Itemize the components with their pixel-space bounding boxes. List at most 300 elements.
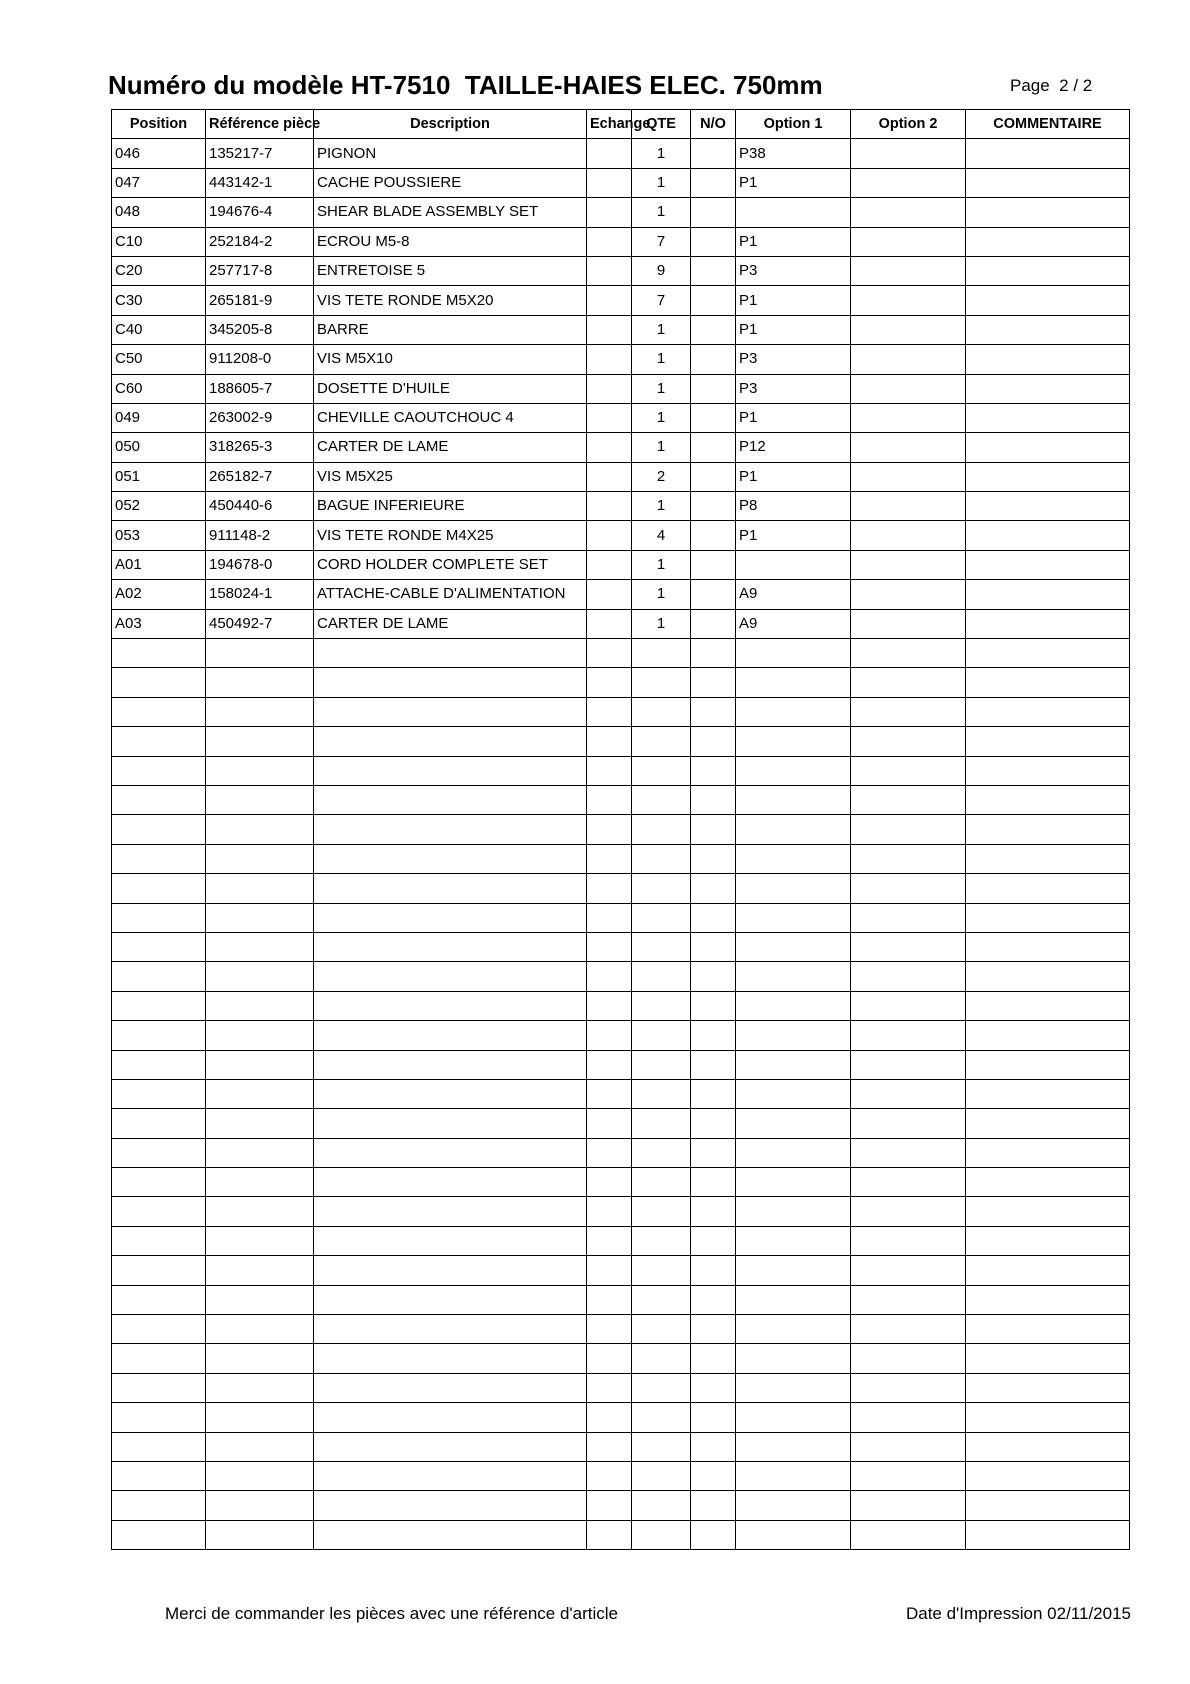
cell-option1: P38 [736,139,851,168]
cell-no [691,1050,736,1079]
cell-position [112,1197,206,1226]
cell-option1: P1 [736,315,851,344]
cell-reference [206,1315,314,1344]
cell-commentaire [966,1315,1130,1344]
cell-position: A01 [112,550,206,579]
cell-position [112,1491,206,1520]
cell-reference [206,874,314,903]
cell-option2 [851,962,966,991]
cell-description [314,1285,587,1314]
cell-option1 [736,1138,851,1167]
cell-position [112,1109,206,1138]
cell-position [112,1403,206,1432]
column-header-description: Description [314,110,587,139]
cell-no [691,727,736,756]
cell-description: VIS M5X10 [314,345,587,374]
cell-option2 [851,462,966,491]
column-header-position: Position [112,110,206,139]
cell-option2 [851,433,966,462]
cell-commentaire [966,1197,1130,1226]
cell-no [691,1138,736,1167]
cell-echange [587,403,632,432]
cell-description [314,697,587,726]
cell-description [314,1403,587,1432]
column-header-no: N/O [691,110,736,139]
empty-table-row [112,1109,1130,1138]
cell-no [691,1315,736,1344]
cell-position [112,697,206,726]
column-header-commentaire: COMMENTAIRE [966,110,1130,139]
cell-reference [206,756,314,785]
cell-reference [206,1491,314,1520]
cell-qte [632,1109,691,1138]
empty-table-row [112,932,1130,961]
cell-option1 [736,1373,851,1402]
empty-table-row [112,903,1130,932]
empty-table-row [112,1461,1130,1490]
cell-reference: 263002-9 [206,403,314,432]
cell-commentaire [966,433,1130,462]
cell-reference [206,1432,314,1461]
cell-qte [632,1403,691,1432]
cell-echange [587,286,632,315]
cell-position: A03 [112,609,206,638]
cell-no [691,1226,736,1255]
cell-description: SHEAR BLADE ASSEMBLY SET [314,198,587,227]
cell-option2 [851,1226,966,1255]
cell-commentaire [966,550,1130,579]
cell-description: ECROU M5-8 [314,227,587,256]
cell-position: 051 [112,462,206,491]
table-row [112,227,1130,256]
cell-qte [632,1021,691,1050]
table-row [112,580,1130,609]
cell-qte: 1 [632,492,691,521]
cell-position [112,1344,206,1373]
cell-option1 [736,1461,851,1490]
cell-echange [587,1050,632,1079]
cell-description [314,1197,587,1226]
cell-position [112,1138,206,1167]
cell-echange [587,1432,632,1461]
cell-qte: 1 [632,580,691,609]
cell-commentaire [966,727,1130,756]
cell-no [691,227,736,256]
cell-reference [206,1461,314,1490]
cell-option2 [851,932,966,961]
cell-reference: 188605-7 [206,374,314,403]
cell-reference [206,991,314,1020]
table-row [112,433,1130,462]
table-row [112,286,1130,315]
cell-option2 [851,492,966,521]
cell-qte [632,1432,691,1461]
cell-description: CACHE POUSSIERE [314,168,587,197]
empty-table-row [112,815,1130,844]
empty-table-row [112,1256,1130,1285]
cell-description [314,1315,587,1344]
cell-option1 [736,874,851,903]
cell-commentaire [966,1226,1130,1255]
cell-qte [632,1373,691,1402]
cell-position [112,1226,206,1255]
cell-no [691,962,736,991]
cell-option1 [736,639,851,668]
empty-table-row [112,1315,1130,1344]
parts-table [111,109,1130,1550]
cell-echange [587,962,632,991]
cell-option1 [736,1021,851,1050]
cell-option2 [851,1461,966,1490]
cell-qte [632,727,691,756]
table-row [112,198,1130,227]
cell-description [314,1344,587,1373]
cell-no [691,609,736,638]
cell-description [314,844,587,873]
cell-commentaire [966,639,1130,668]
cell-option1: P1 [736,462,851,491]
cell-no [691,844,736,873]
cell-reference [206,1344,314,1373]
cell-option1 [736,198,851,227]
cell-reference [206,668,314,697]
cell-position [112,1168,206,1197]
cell-commentaire [966,492,1130,521]
cell-reference [206,1373,314,1402]
cell-no [691,1285,736,1314]
print-date: Date d'Impression 02/11/2015 [905,1604,1131,1623]
cell-echange [587,1197,632,1226]
cell-echange [587,1256,632,1285]
cell-option1: P3 [736,374,851,403]
cell-echange [587,345,632,374]
cell-position: C10 [112,227,206,256]
cell-reference [206,785,314,814]
empty-table-row [112,785,1130,814]
cell-commentaire [966,462,1130,491]
cell-qte [632,815,691,844]
cell-option2 [851,1109,966,1138]
cell-commentaire [966,991,1130,1020]
empty-table-row [112,962,1130,991]
cell-qte: 7 [632,286,691,315]
cell-commentaire [966,403,1130,432]
cell-option2 [851,315,966,344]
cell-position [112,1315,206,1344]
column-header-qte: QTE [632,110,691,139]
cell-reference [206,962,314,991]
cell-option1 [736,903,851,932]
cell-option2 [851,227,966,256]
cell-qte [632,962,691,991]
cell-option1: P1 [736,286,851,315]
cell-option2 [851,1050,966,1079]
cell-commentaire [966,874,1130,903]
cell-option1 [736,1520,851,1549]
cell-option1: P12 [736,433,851,462]
cell-echange [587,492,632,521]
cell-description [314,1138,587,1167]
cell-option1: P1 [736,403,851,432]
cell-qte [632,1520,691,1549]
cell-option2 [851,1344,966,1373]
cell-option2 [851,639,966,668]
cell-option1 [736,1050,851,1079]
cell-option2 [851,168,966,197]
cell-commentaire [966,1520,1130,1549]
cell-position: C20 [112,256,206,285]
cell-echange [587,256,632,285]
cell-echange [587,580,632,609]
cell-no [691,1021,736,1050]
cell-description [314,639,587,668]
cell-option1 [736,1197,851,1226]
cell-reference: 450492-7 [206,609,314,638]
cell-option2 [851,1520,966,1549]
cell-qte [632,785,691,814]
cell-echange [587,1373,632,1402]
cell-position [112,639,206,668]
cell-option1 [736,756,851,785]
cell-no [691,756,736,785]
cell-option1 [736,962,851,991]
cell-option2 [851,521,966,550]
cell-echange [587,1226,632,1255]
cell-qte [632,639,691,668]
cell-option1 [736,1109,851,1138]
cell-description: ENTRETOISE 5 [314,256,587,285]
cell-no [691,492,736,521]
cell-description: PIGNON [314,139,587,168]
empty-table-row [112,1491,1130,1520]
cell-commentaire [966,697,1130,726]
cell-description [314,1491,587,1520]
cell-reference: 265182-7 [206,462,314,491]
cell-no [691,1432,736,1461]
cell-echange [587,639,632,668]
cell-qte [632,1138,691,1167]
parts-table-body [112,139,1130,1550]
cell-reference [206,697,314,726]
cell-commentaire [966,1491,1130,1520]
cell-qte [632,1168,691,1197]
cell-reference [206,1520,314,1549]
empty-table-row [112,639,1130,668]
cell-qte [632,991,691,1020]
cell-position [112,1432,206,1461]
cell-commentaire [966,903,1130,932]
cell-commentaire [966,345,1130,374]
cell-reference [206,639,314,668]
empty-table-row [112,1344,1130,1373]
cell-reference [206,1138,314,1167]
cell-option1: P1 [736,227,851,256]
cell-reference [206,1109,314,1138]
cell-option2 [851,697,966,726]
empty-table-row [112,1138,1130,1167]
cell-reference: 194678-0 [206,550,314,579]
cell-option2 [851,991,966,1020]
cell-echange [587,756,632,785]
cell-option1 [736,932,851,961]
cell-echange [587,668,632,697]
cell-no [691,815,736,844]
cell-echange [587,609,632,638]
cell-echange [587,785,632,814]
cell-option2 [851,903,966,932]
cell-echange [587,1520,632,1549]
cell-commentaire [966,609,1130,638]
cell-description [314,932,587,961]
cell-commentaire [966,1432,1130,1461]
empty-table-row [112,1285,1130,1314]
cell-echange [587,139,632,168]
cell-option1 [736,1491,851,1520]
cell-qte [632,932,691,961]
cell-echange [587,168,632,197]
cell-echange [587,1344,632,1373]
cell-option1 [736,785,851,814]
cell-no [691,1491,736,1520]
empty-table-row [112,874,1130,903]
cell-option1 [736,1285,851,1314]
cell-description: DOSETTE D'HUILE [314,374,587,403]
cell-no [691,1373,736,1402]
cell-option1: P1 [736,521,851,550]
cell-reference: 257717-8 [206,256,314,285]
cell-qte: 1 [632,550,691,579]
cell-reference [206,1197,314,1226]
cell-reference: 265181-9 [206,286,314,315]
cell-no [691,785,736,814]
cell-reference [206,1403,314,1432]
cell-option1 [736,991,851,1020]
cell-description: CARTER DE LAME [314,433,587,462]
cell-commentaire [966,1403,1130,1432]
cell-commentaire [966,1021,1130,1050]
cell-reference [206,844,314,873]
cell-no [691,639,736,668]
cell-option2 [851,345,966,374]
cell-reference: 194676-4 [206,198,314,227]
footer-note: Merci de commander les pièces avec une référence d'article [165,1604,619,1623]
cell-commentaire [966,844,1130,873]
cell-commentaire [966,785,1130,814]
cell-position: C40 [112,315,206,344]
cell-commentaire [966,756,1130,785]
cell-description: BAGUE INFERIEURE [314,492,587,521]
cell-description [314,1168,587,1197]
cell-no [691,403,736,432]
cell-commentaire [966,668,1130,697]
cell-no [691,374,736,403]
cell-reference [206,815,314,844]
cell-position [112,1256,206,1285]
cell-reference [206,1226,314,1255]
cell-position [112,756,206,785]
cell-option1 [736,1168,851,1197]
cell-commentaire [966,315,1130,344]
cell-description [314,785,587,814]
cell-option2 [851,1256,966,1285]
cell-description [314,1050,587,1079]
cell-option2 [851,1315,966,1344]
cell-commentaire [966,815,1130,844]
table-row [112,168,1130,197]
cell-position: 046 [112,139,206,168]
cell-position [112,932,206,961]
cell-commentaire [966,286,1130,315]
cell-option2 [851,550,966,579]
cell-reference: 450440-6 [206,492,314,521]
cell-commentaire [966,1138,1130,1167]
cell-no [691,1520,736,1549]
cell-qte: 1 [632,433,691,462]
cell-description [314,1021,587,1050]
cell-reference: 443142-1 [206,168,314,197]
cell-option1 [736,1079,851,1108]
cell-position: 048 [112,198,206,227]
cell-qte: 1 [632,374,691,403]
cell-echange [587,1315,632,1344]
cell-option2 [851,785,966,814]
cell-reference [206,1079,314,1108]
cell-option1 [736,550,851,579]
cell-option2 [851,198,966,227]
cell-commentaire [966,1050,1130,1079]
cell-description [314,991,587,1020]
cell-option1: P3 [736,345,851,374]
cell-reference: 252184-2 [206,227,314,256]
cell-position [112,903,206,932]
cell-position: A02 [112,580,206,609]
cell-qte [632,874,691,903]
cell-qte: 1 [632,198,691,227]
cell-commentaire [966,1168,1130,1197]
cell-no [691,1403,736,1432]
empty-table-row [112,1432,1130,1461]
empty-table-row [112,1197,1130,1226]
cell-option2 [851,580,966,609]
cell-position: 049 [112,403,206,432]
cell-position [112,1079,206,1108]
column-header-option2: Option 2 [851,110,966,139]
cell-position: 047 [112,168,206,197]
cell-echange [587,697,632,726]
cell-echange [587,903,632,932]
cell-no [691,315,736,344]
cell-no [691,1256,736,1285]
cell-option1 [736,1256,851,1285]
cell-qte [632,1079,691,1108]
cell-commentaire [966,1079,1130,1108]
cell-no [691,198,736,227]
cell-qte [632,903,691,932]
cell-qte [632,1491,691,1520]
cell-option1 [736,668,851,697]
cell-reference [206,1256,314,1285]
cell-description [314,815,587,844]
cell-reference [206,932,314,961]
cell-commentaire [966,932,1130,961]
cell-option1 [736,697,851,726]
cell-position [112,991,206,1020]
cell-description [314,1373,587,1402]
table-row [112,315,1130,344]
cell-description: VIS TETE RONDE M4X25 [314,521,587,550]
cell-qte: 1 [632,403,691,432]
cell-option1 [736,815,851,844]
